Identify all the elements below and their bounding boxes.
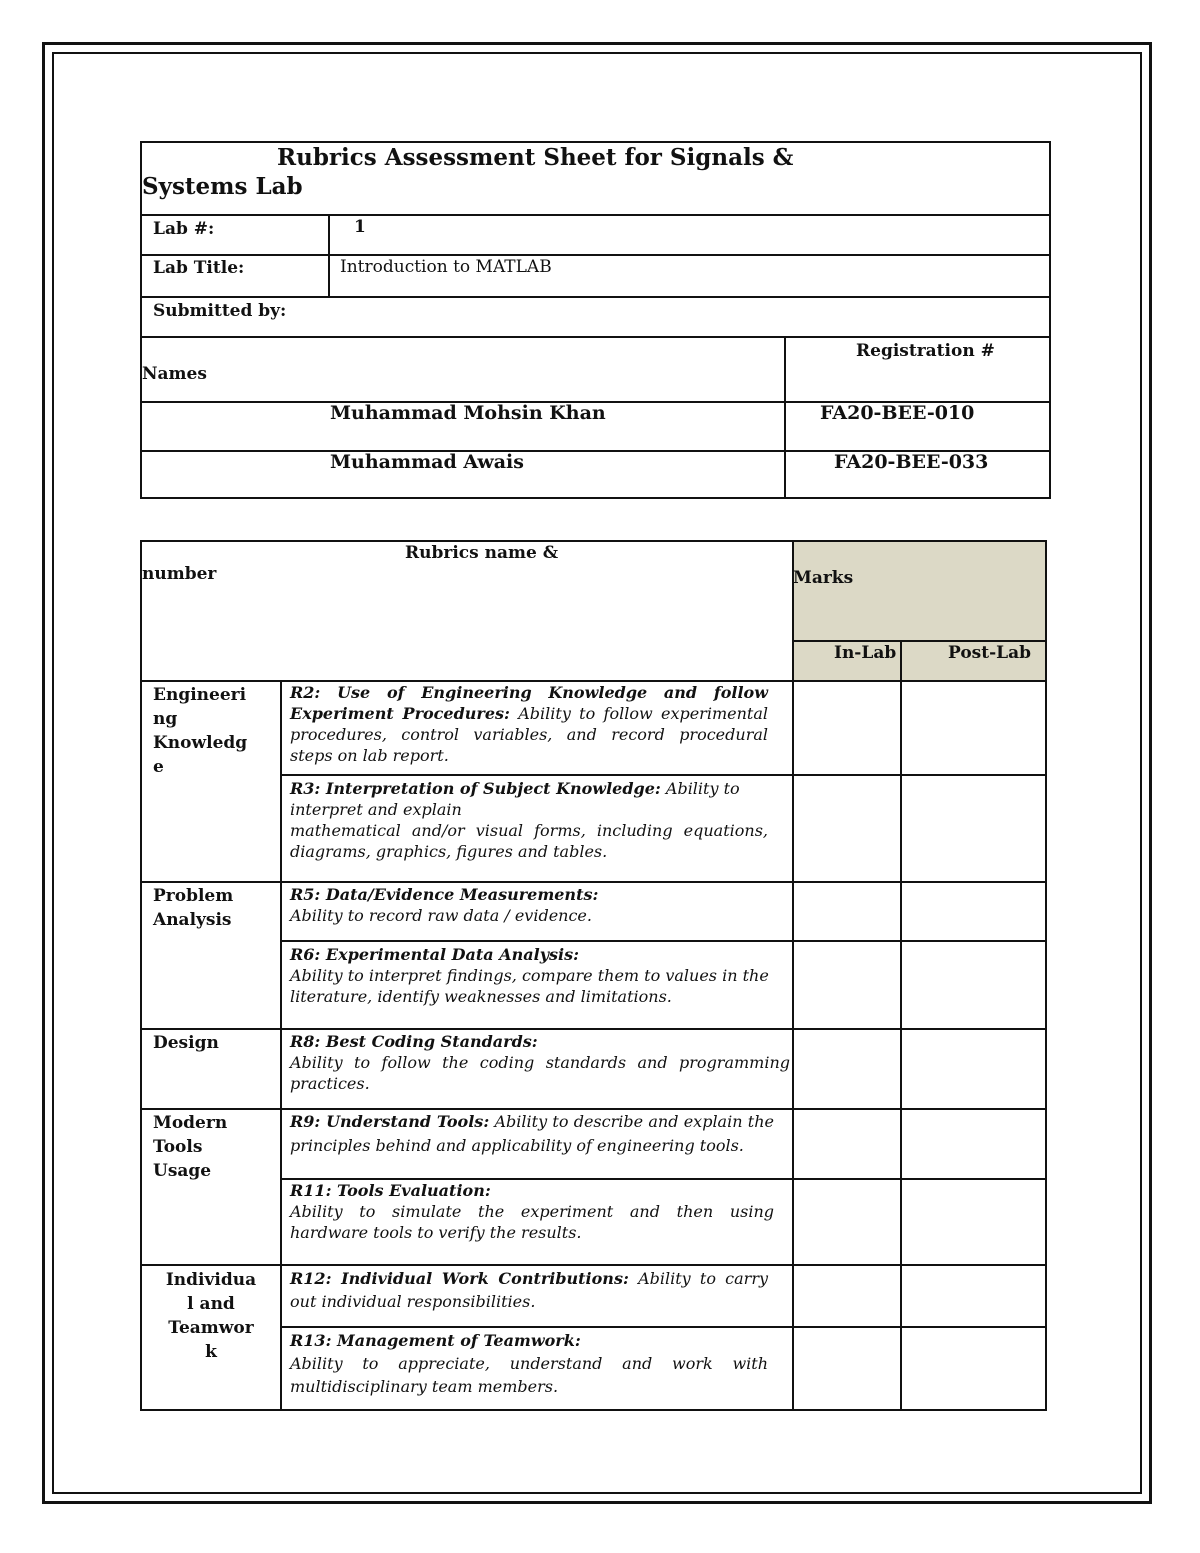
category-problem-analysis: Problem Analysis	[153, 886, 234, 930]
rubric-item-r6: R6: Experimental Data Analysis: Ability to interpret findings, compare them to values in the literature, identify weaknesses and limitations.	[290, 945, 769, 1006]
in-lab-header: In-Lab	[834, 643, 897, 663]
rubric-item-r2: R2: Use of Engineering Knowledge and follow Experiment Procedures: Ability to follow experimental procedures, control variables, and record procedural steps on lab report.	[290, 683, 768, 765]
rubric-item-r8: R8: Best Coding Standards: Ability to follow the coding standards and programming practices.	[290, 1032, 790, 1093]
rubric-item-r3: R3: Interpretation of Subject Knowledge: Ability to interpret and explain mathematical and/or visual forms, including equations, diagrams, graphics, figures and tables.	[290, 779, 768, 861]
sheet-title-line2: Systems Lab	[142, 173, 303, 200]
registration-label: Registration #	[856, 341, 995, 361]
student-registration: FA20-BEE-033	[834, 451, 989, 473]
rubrics-header: Rubrics name &	[405, 543, 559, 563]
post-lab-header: Post-Lab	[948, 643, 1031, 663]
rubric-item-r5: R5: Data/Evidence Measurements: Ability to record raw data / evidence.	[290, 885, 599, 925]
rubric-item-r12: R12: Individual Work Contributions: Ability to carry out individual responsibilities.	[290, 1269, 769, 1311]
names-label: Names	[142, 364, 207, 384]
sheet-title-line1: Rubrics Assessment Sheet for Signals &	[277, 144, 794, 171]
rubric-item-r9: R9: Understand Tools: Ability to describe and explain the principles behind and applicability of engineering tools.	[290, 1112, 774, 1155]
submitted-by-label: Submitted by:	[153, 301, 287, 321]
rubrics-header-number: number	[142, 564, 217, 584]
category-modern-tools-usage: Modern Tools Usage	[153, 1113, 228, 1181]
student-name: Muhammad Mohsin Khan	[330, 402, 606, 424]
lab-title-label: Lab Title:	[153, 258, 245, 278]
student-name: Muhammad Awais	[330, 451, 524, 473]
lab-title-value: Introduction to MATLAB	[340, 257, 552, 277]
rubric-item-r11: R11: Tools Evaluation: Ability to simulate the experiment and then using hardware tools to verify the results.	[290, 1181, 774, 1242]
marks-header: Marks	[793, 568, 854, 588]
student-registration: FA20-BEE-010	[820, 402, 975, 424]
lab-number-label: Lab #:	[153, 219, 215, 239]
category-individual-teamwork: Individua l and Teamwor k	[165, 1270, 257, 1362]
category-design: Design	[153, 1033, 219, 1053]
lab-number-value: 1	[354, 217, 366, 237]
rubric-item-r13: R13: Management of Teamwork: Ability to appreciate, understand and work with multidisciplinary team members.	[290, 1331, 768, 1396]
category-engineering-knowledge: Engineeri ng Knowledg e	[153, 685, 248, 777]
